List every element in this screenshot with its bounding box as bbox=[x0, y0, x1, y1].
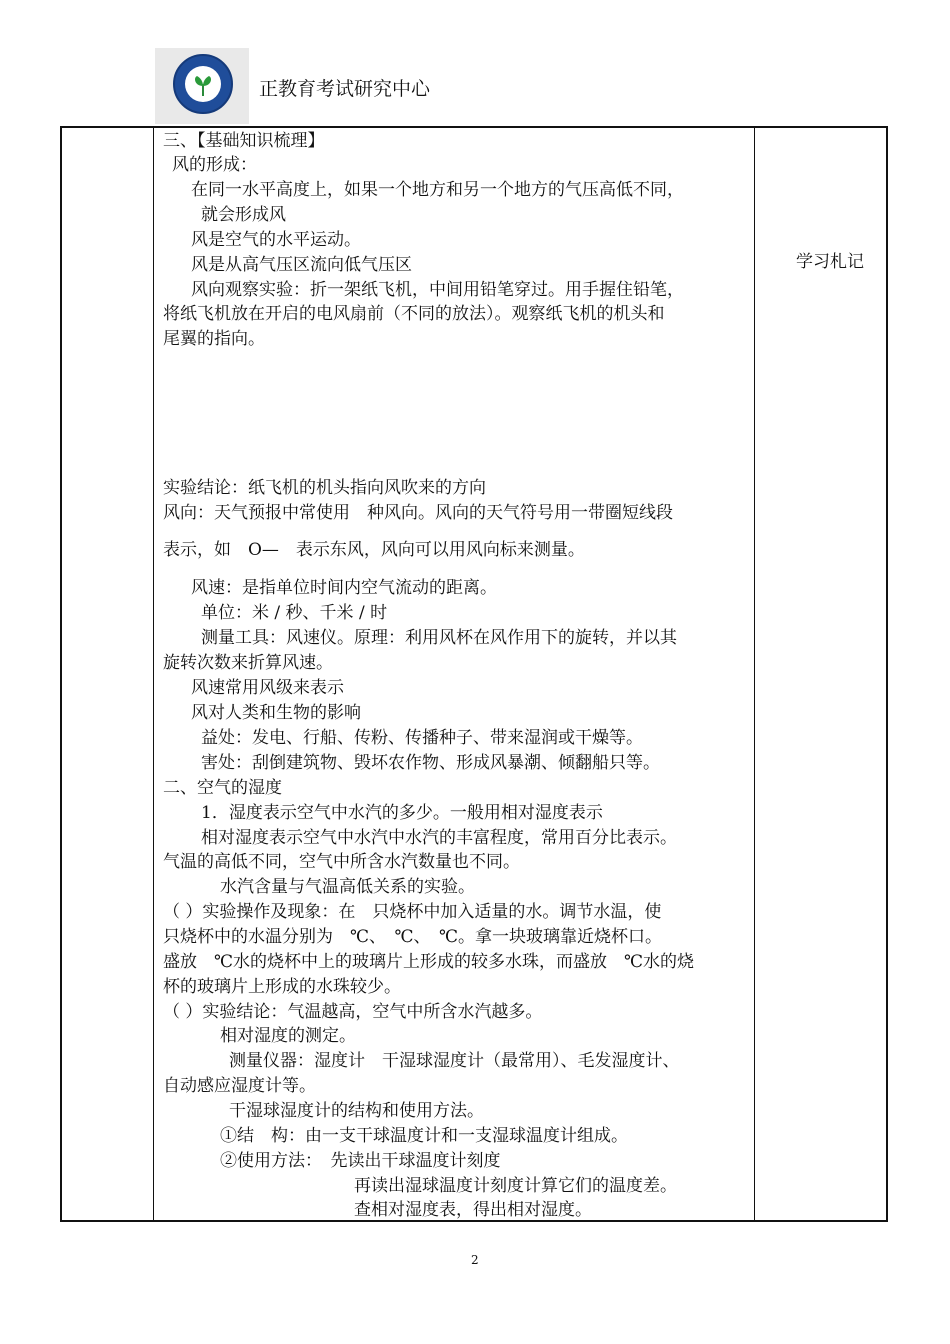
text-line: 测量工具：风速仪。原理：利用风杯在风作用下的旋转，并以其 bbox=[201, 628, 677, 648]
text-line: 风速：是指单位时间内空气流动的距离。 bbox=[191, 578, 497, 598]
text-line: 将纸飞机放在开启的电风扇前（不同的放法）。观察纸飞机的机头和 bbox=[163, 304, 665, 324]
text-line: 实验结论：纸飞机的机头指向风吹来的方向 bbox=[163, 478, 486, 498]
text-line: 风是空气的水平运动。 bbox=[191, 230, 361, 250]
text-line: 风的形成： bbox=[172, 155, 257, 175]
text-line: （ ）实验结论：气温越高，空气中所含水汽越多。 bbox=[163, 1002, 543, 1022]
text-line: 害处：刮倒建筑物、毁坏农作物、形成风暴潮、倾翻船只等。 bbox=[201, 753, 660, 773]
text-line: 风是从高气压区流向低气压区 bbox=[191, 255, 412, 275]
text-line: 就会形成风 bbox=[201, 205, 286, 225]
page-number: 2 bbox=[471, 1253, 479, 1267]
text-line: 1．湿度表示空气中水汽的多少。一般用相对湿度表示 bbox=[201, 803, 603, 823]
text-line: 查相对湿度表，得出相对湿度。 bbox=[354, 1200, 592, 1220]
text-line: 风向观察实验：折一架纸飞机，中间用铅笔穿过。用手握住铅笔， bbox=[191, 280, 684, 300]
text-line: 相对湿度表示空气中水汽中水汽的丰富程度，常用百分比表示。 bbox=[201, 828, 677, 848]
section-heading: 二、空气的湿度 bbox=[163, 778, 282, 798]
text-line: 再读出湿球温度计刻度计算它们的温度差。 bbox=[354, 1176, 677, 1196]
text-line: 水汽含量与气温高低关系的实验。 bbox=[220, 877, 475, 897]
section-heading: 三、【基础知识梳理】 bbox=[163, 131, 325, 151]
text-line: 表示，如 O— 表示东风，风向可以用风向标来测量。 bbox=[163, 540, 585, 560]
text-line: 尾翼的指向。 bbox=[163, 329, 265, 349]
text-line: 益处：发电、行船、传粉、传播种子、带来湿润或干燥等。 bbox=[201, 728, 643, 748]
text-line: 旋转次数来折算风速。 bbox=[163, 653, 333, 673]
text-line: 测量仪器：湿度计 干湿球湿度计（最常用）、毛发湿度计、 bbox=[229, 1051, 680, 1071]
text-line: 在同一水平高度上，如果一个地方和另一个地方的气压高低不同， bbox=[191, 180, 684, 200]
text-line: （ ）实验操作及现象：在 只烧杯中加入适量的水。调节水温，使 bbox=[163, 902, 662, 922]
text-line: 干湿球湿度计的结构和使用方法。 bbox=[229, 1101, 484, 1121]
text-line: 气温的高低不同，空气中所含水汽数量也不同。 bbox=[163, 852, 520, 872]
text-line: 风向：天气预报中常使用 种风向。风向的天气符号用一带圈短线段 bbox=[163, 503, 673, 523]
sidebar-label: 学习札记 bbox=[796, 252, 864, 272]
org-name: 正教育考试研究中心 bbox=[259, 78, 431, 100]
text-line: 只烧杯中的水温分别为 ℃、 ℃、 ℃。拿一块玻璃靠近烧杯口。 bbox=[163, 927, 663, 947]
text-line: 风对人类和生物的影响 bbox=[191, 703, 361, 723]
text-line: 自动感应湿度计等。 bbox=[163, 1076, 316, 1096]
text-line: 风速常用风级来表示 bbox=[191, 678, 344, 698]
text-line: 杯的玻璃片上形成的水珠较少。 bbox=[163, 977, 401, 997]
text-line: 单位：米 / 秒、千米 / 时 bbox=[201, 603, 388, 623]
text-line: ②使用方法： 先读出干球温度计刻度 bbox=[220, 1151, 501, 1171]
text-line: 相对湿度的测定。 bbox=[220, 1026, 356, 1046]
text-line: ①结 构：由一支干球温度计和一支湿球温度计组成。 bbox=[220, 1126, 628, 1146]
text-line: 盛放 ℃水的烧杯中上的玻璃片上形成的较多水珠，而盛放 ℃水的烧 bbox=[163, 952, 695, 972]
